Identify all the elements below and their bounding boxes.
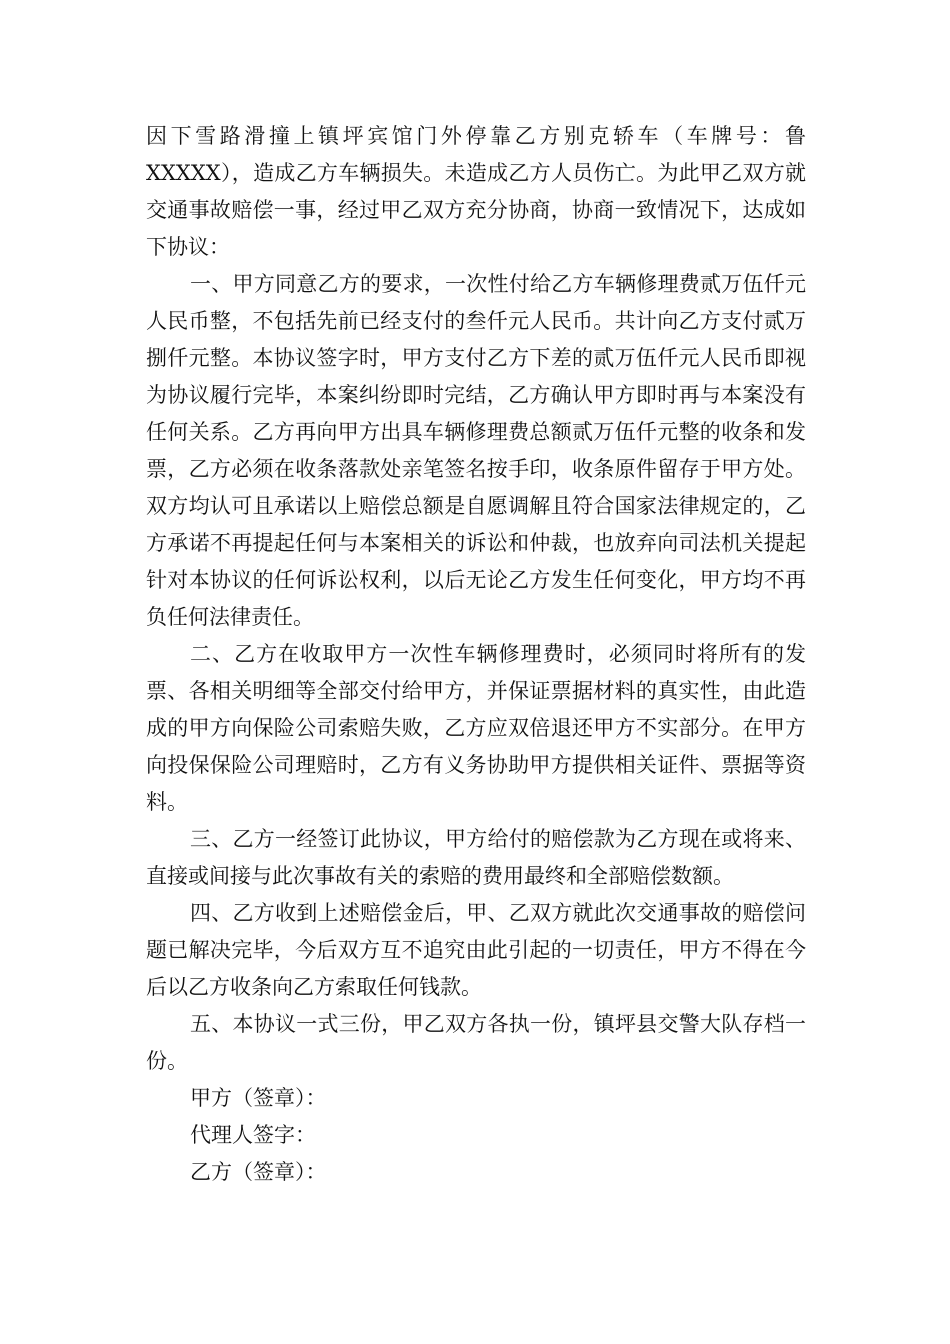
clause-2: 二、乙方在收取甲方一次性车辆修理费时，必须同时将所有的发票、各相关明细等全部交付给甲方，并保证票据材料的真实性，由此造成的甲方向保险公司索赔失败，乙方应双倍退还甲方不实部分。在甲方向投保保险公司理赔时，乙方有义务协助甲方提供相关证件、票据等资料。: [146, 642, 806, 814]
clause-3: 三、乙方一经签订此协议，甲方给付的赔偿款为乙方现在或将来、直接或间接与此次事故有关的索赔的费用最终和全部赔偿数额。: [146, 827, 806, 888]
party-b-signature-line: 乙方（签章）：: [190, 1160, 327, 1184]
agent-signature-line: 代理人签字：: [190, 1123, 316, 1147]
clause-1: 一、甲方同意乙方的要求，一次性付给乙方车辆修理费贰万伍仟元人民币整，不包括先前已经支付的叁仟元人民币。共计向乙方支付贰万捌仟元整。本协议签字时，甲方支付乙方下差的贰万伍仟元人民币即视为协议履行完毕，本案纠纷即时完结，乙方确认甲方即时再与本案没有任何关系。乙方再向甲方出具车辆修理费总额贰万伍仟元整的收条和发票，乙方必须在收条落款处亲笔签名按手印，收条原件留存于甲方处。双方均认可且承诺以上赔偿总额是自愿调解且符合国家法律规定的，乙方承诺不再提起任何与本案相关的诉讼和仲裁，也放弃向司法机关提起针对本协议的任何诉讼权利，以后无论乙方发生任何变化，甲方均不再负任何法律责任。: [146, 272, 806, 629]
intro-paragraph: 因下雪路滑撞上镇坪宾馆门外停靠乙方别克轿车（车牌号：鲁XXXXX），造成乙方车辆损失。未造成乙方人员伤亡。为此甲乙双方就交通事故赔偿一事，经过甲乙双方充分协商，协商一致情况下，达成如下协议：: [146, 124, 806, 259]
clause-4: 四、乙方收到上述赔偿金后，甲、乙双方就此次交通事故的赔偿问题已解决完毕，今后双方互不追究由此引起的一切责任，甲方不得在今后以乙方收条向乙方索取任何钱款。: [146, 901, 806, 999]
clause-5: 五、本协议一式三份，甲乙双方各执一份，镇坪县交警大队存档一份。: [146, 1012, 806, 1073]
party-a-signature-line: 甲方（签章）：: [190, 1086, 327, 1110]
document-page: [146, 118, 806, 1191]
